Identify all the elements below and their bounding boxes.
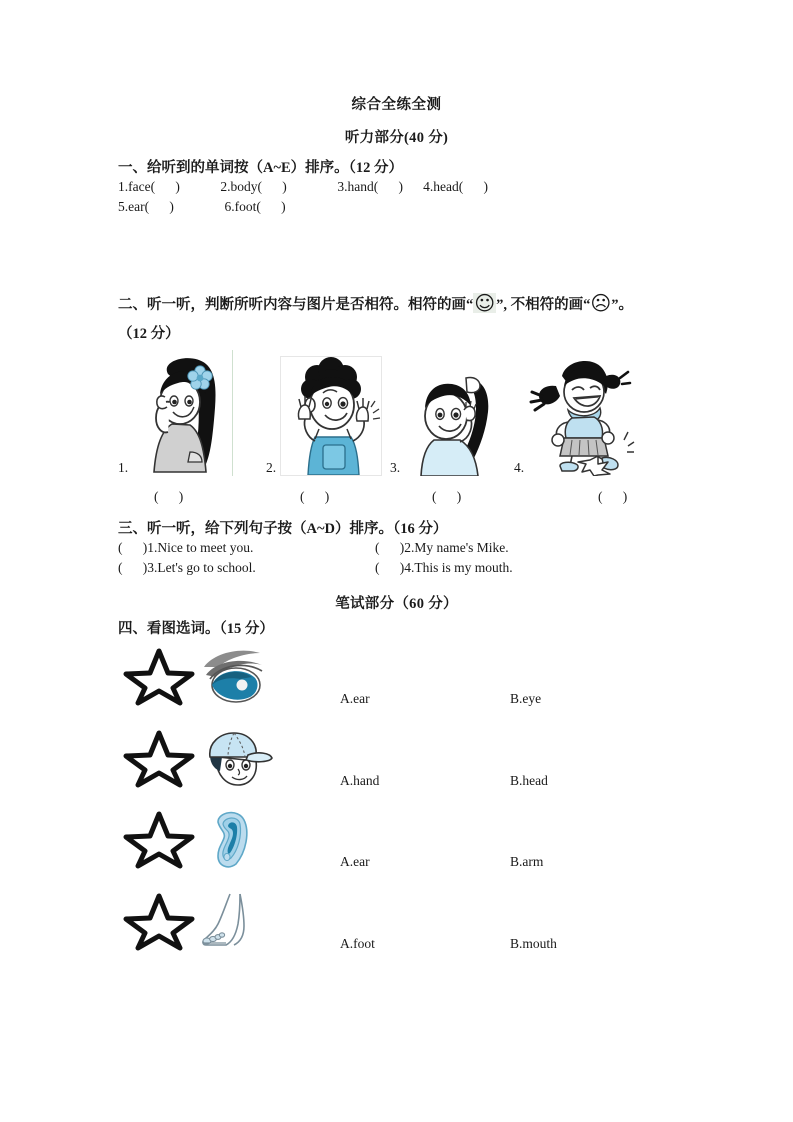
section-3-item-4[interactable]: ( )4.This is my mouth. bbox=[375, 560, 513, 575]
section-2-heading-suffix: ”。 bbox=[611, 296, 633, 313]
girl-touching-eye-illustration bbox=[132, 350, 232, 476]
frowning-face-icon: ☹ bbox=[590, 291, 612, 315]
picture-frame-2 bbox=[280, 356, 382, 476]
section-3-item-1[interactable]: ( )1.Nice to meet you. bbox=[118, 540, 254, 555]
foot-icon bbox=[196, 890, 274, 952]
section-4-question-3 bbox=[118, 808, 678, 872]
section-2-picture-strip bbox=[118, 348, 678, 478]
girl-touching-head-illustration bbox=[404, 364, 502, 476]
answer-blank-1[interactable]: ( ) bbox=[154, 489, 184, 504]
picture-frame-1 bbox=[132, 350, 233, 476]
section-2-answer-row bbox=[118, 489, 678, 509]
picture-frame-4 bbox=[528, 352, 638, 476]
eye-icon bbox=[196, 645, 274, 707]
boy-hands-up-illustration bbox=[281, 357, 381, 475]
written-part-title: 笔试部分（60 分） bbox=[335, 596, 458, 612]
question-2-option-a[interactable]: A.hand bbox=[340, 773, 380, 788]
smiley-face-icon: ☺ bbox=[474, 291, 496, 315]
answer-blank-2[interactable]: ( ) bbox=[300, 489, 330, 504]
star-outline-icon bbox=[122, 890, 197, 952]
picture-item-3 bbox=[390, 348, 516, 478]
picture-number-4: 4. bbox=[514, 460, 525, 475]
listening-part-title: 听力部分(40 分) bbox=[344, 130, 449, 146]
section-4-heading: 四、看图选词。（15 分） bbox=[118, 621, 274, 637]
section-4-question-2 bbox=[118, 727, 678, 791]
section-2-heading-prefix: 二、听一听，判断所听内容与图片是否相符。相符的画“ bbox=[118, 296, 474, 313]
question-4-option-a[interactable]: A.foot bbox=[340, 936, 375, 951]
star-outline-icon bbox=[122, 727, 197, 789]
section-2-heading bbox=[118, 291, 633, 315]
answer-blank-3[interactable]: ( ) bbox=[432, 489, 462, 504]
question-2-option-b[interactable]: B.head bbox=[510, 773, 548, 788]
section-1-row-2: 5.ear( ) 6.foot( ) bbox=[118, 199, 286, 214]
picture-number-1: 1. bbox=[118, 460, 129, 475]
question-1-option-b[interactable]: B.eye bbox=[510, 691, 542, 706]
picture-item-1 bbox=[118, 348, 246, 478]
picture-number-3: 3. bbox=[390, 460, 401, 475]
head-with-cap-icon bbox=[196, 727, 274, 789]
section-2-heading-line2: （12 分） bbox=[118, 326, 180, 342]
star-outline-icon bbox=[122, 645, 197, 707]
section-1-row-1: 1.face( ) 2.body( ) 3.hand( ) 4.head( ) bbox=[118, 179, 489, 194]
section-4-question-4 bbox=[118, 890, 678, 954]
answer-blank-4[interactable]: ( ) bbox=[598, 489, 628, 504]
section-1-heading: 一、给听到的单词按（A~E）排序。（12 分） bbox=[118, 160, 404, 176]
star-outline-icon bbox=[122, 808, 197, 870]
page-title: 综合全练全测 bbox=[351, 97, 442, 113]
ear-icon bbox=[196, 808, 274, 870]
girl-stomping-foot-illustration bbox=[528, 352, 638, 476]
question-1-option-a[interactable]: A.ear bbox=[340, 691, 370, 706]
section-2-heading-middle: ”, 不相符的画“ bbox=[496, 296, 591, 313]
picture-item-2 bbox=[266, 348, 394, 478]
picture-number-2: 2. bbox=[266, 460, 277, 475]
picture-item-4 bbox=[514, 348, 654, 478]
section-3-item-3[interactable]: ( )3.Let's go to school. bbox=[118, 560, 256, 575]
question-4-option-b[interactable]: B.mouth bbox=[510, 936, 557, 951]
question-3-option-a[interactable]: A.ear bbox=[340, 854, 370, 869]
section-4-question-1 bbox=[118, 645, 678, 709]
picture-frame-3 bbox=[404, 364, 502, 476]
section-3-heading: 三、听一听，给下列句子按（A~D）排序。（16 分） bbox=[118, 521, 448, 537]
question-3-option-b[interactable]: B.arm bbox=[510, 854, 544, 869]
section-3-item-2[interactable]: ( )2.My name's Mike. bbox=[375, 540, 509, 555]
